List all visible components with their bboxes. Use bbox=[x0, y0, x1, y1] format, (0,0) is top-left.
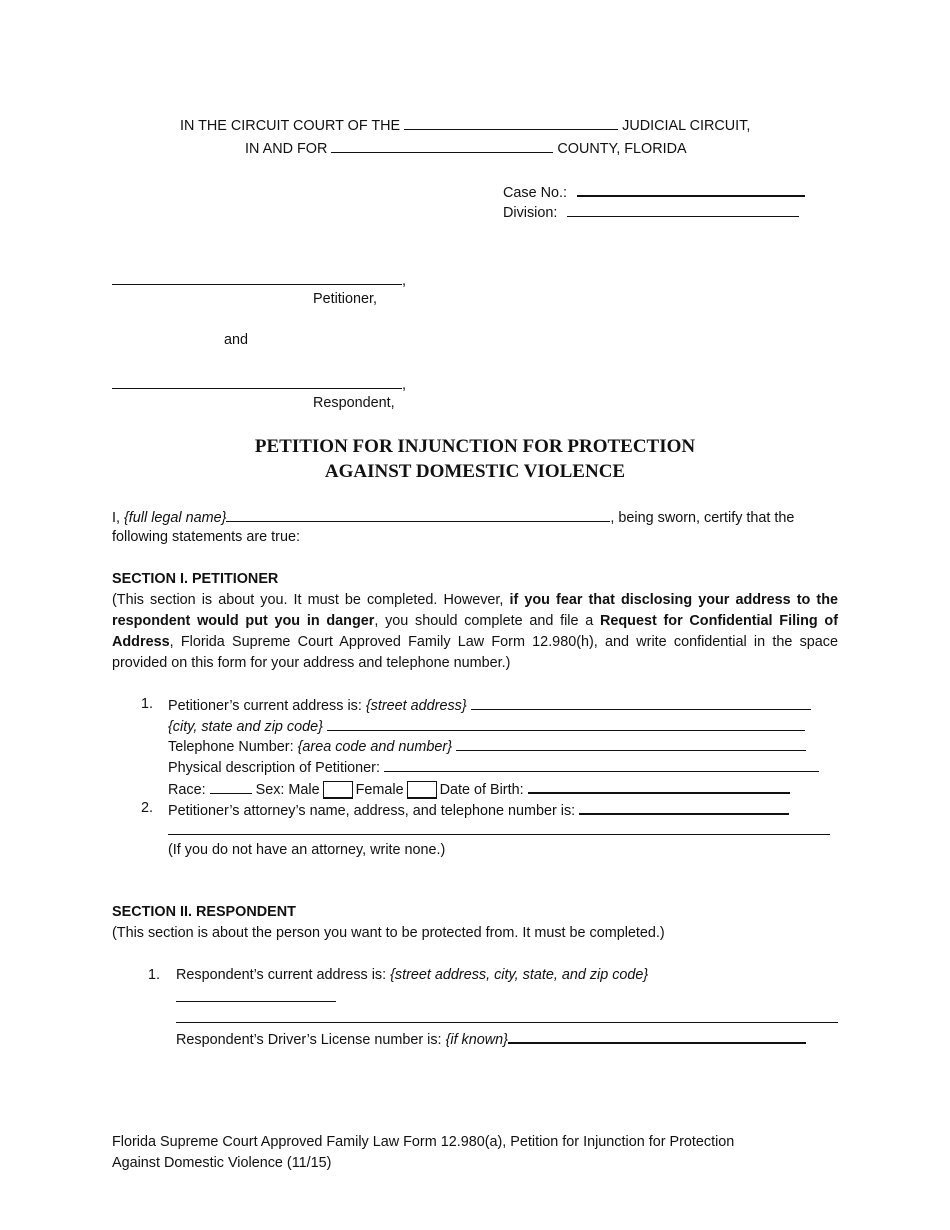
footer-line-1: Florida Supreme Court Approved Family Law Form 12.980(a), Petition for Injunction for Protection bbox=[112, 1134, 735, 1150]
area-code-hint: {area code and number} bbox=[297, 739, 453, 755]
attorney-note: (If you do not have an attorney, write none.) bbox=[168, 842, 446, 858]
s1-item-2-number: 2. bbox=[141, 800, 154, 816]
s2-license-row bbox=[176, 1027, 806, 1050]
city-state-zip-hint: {city, state and zip code} bbox=[168, 719, 323, 735]
female-checkbox[interactable] bbox=[407, 781, 437, 799]
petitioner-label: Petitioner, bbox=[313, 291, 377, 307]
intro-suffix: , being sworn, certify that the bbox=[610, 510, 795, 526]
section-1-heading bbox=[112, 569, 278, 589]
s1-text-4: Request for Confidential Filing of Address bbox=[112, 613, 838, 650]
date-of-birth-label: Date of Birth: bbox=[439, 782, 524, 798]
s1-race-row bbox=[168, 777, 790, 800]
sex-male-label: Sex: Male bbox=[255, 782, 320, 798]
section-2-heading bbox=[112, 902, 296, 922]
division-label: Division: bbox=[503, 205, 558, 221]
full-legal-name-field[interactable] bbox=[226, 506, 610, 522]
court-line-1-start: IN THE CIRCUIT COURT OF THE bbox=[180, 118, 401, 134]
female-label: Female bbox=[355, 782, 404, 798]
and-label: and bbox=[224, 332, 249, 348]
petitioner-street-field[interactable] bbox=[471, 694, 811, 710]
respondent-name-row: , bbox=[112, 373, 406, 395]
drivers-license-label: Respondent’s Driver’s License number is: bbox=[176, 1032, 446, 1048]
s1-text-2: if you fear that disclosing your address to the respondent would put you in danger bbox=[112, 592, 838, 629]
race-field[interactable] bbox=[210, 778, 252, 794]
intro-prefix: I, bbox=[112, 510, 124, 526]
s2-address-line-1 bbox=[176, 986, 336, 1008]
s1-physical-row bbox=[168, 756, 819, 778]
respondent-address-label: Respondent’s current address is: bbox=[176, 967, 391, 983]
section-2-intro: (This section is about the person you want to be protected from. It must be completed.) bbox=[112, 925, 665, 941]
s1-phone-row bbox=[168, 735, 806, 757]
form-title-line-1: PETITION FOR INJUNCTION FOR PROTECTION bbox=[254, 436, 696, 457]
race-label: Race: bbox=[168, 782, 206, 798]
court-line-2-start: IN AND FOR bbox=[245, 141, 328, 157]
physical-description-label: Physical description of Petitioner: bbox=[168, 760, 380, 776]
division-row bbox=[503, 201, 799, 223]
case-no-row bbox=[503, 180, 805, 203]
s1-item-1-number: 1. bbox=[141, 696, 154, 712]
attorney-field-1[interactable] bbox=[579, 798, 789, 815]
court-line-2 bbox=[245, 137, 687, 159]
physical-description-field[interactable] bbox=[384, 756, 819, 772]
attorney-label: Petitioner’s attorney’s name, address, and telephone number is: bbox=[168, 803, 576, 819]
s1-city-row bbox=[168, 715, 805, 737]
petitioner-name-row: , bbox=[112, 269, 406, 291]
full-legal-name-hint: {full legal name} bbox=[124, 510, 227, 526]
attorney-field-2[interactable] bbox=[168, 819, 830, 835]
petitioner-phone-field[interactable] bbox=[456, 735, 806, 751]
respondent-name-field[interactable] bbox=[112, 373, 402, 389]
county-field[interactable] bbox=[331, 137, 553, 153]
division-field[interactable] bbox=[567, 201, 799, 217]
intro-line-1 bbox=[112, 506, 794, 528]
form-title-line-2: AGAINST DOMESTIC VIOLENCE bbox=[324, 461, 626, 482]
s2-item-1-row bbox=[176, 965, 648, 985]
case-no-label: Case No.: bbox=[503, 185, 567, 201]
respondent-address-hint: {street address, city, state, and zip code} bbox=[390, 967, 649, 983]
respondent-label: Respondent, bbox=[313, 395, 395, 411]
s1-text-3: , you should complete and file a bbox=[374, 613, 600, 629]
s1-text-1: (This section is about you. It must be completed. However, bbox=[112, 592, 510, 608]
intro-line-2: following statements are true: bbox=[112, 529, 300, 545]
judicial-circuit-field[interactable] bbox=[404, 114, 618, 130]
section-1-heading-text: SECTION I. PETITIONER bbox=[112, 571, 279, 587]
if-known-hint: {if known} bbox=[445, 1032, 508, 1048]
telephone-label: Telephone Number: bbox=[168, 739, 298, 755]
street-address-hint: {street address} bbox=[365, 698, 467, 714]
respondent-address-field-1[interactable] bbox=[176, 986, 336, 1002]
section-2-heading-text: SECTION II. RESPONDENT bbox=[112, 904, 296, 920]
s1-attorney-line-2 bbox=[168, 819, 830, 841]
s1-item-1-row bbox=[168, 694, 811, 716]
case-no-field[interactable] bbox=[577, 180, 805, 197]
court-line-1 bbox=[180, 114, 750, 136]
respondent-address-field-2[interactable] bbox=[176, 1007, 838, 1023]
date-of-birth-field[interactable] bbox=[528, 777, 790, 794]
male-checkbox[interactable] bbox=[323, 781, 353, 799]
court-line-2-end: COUNTY, FLORIDA bbox=[557, 141, 687, 157]
court-line-1-end: JUDICIAL CIRCUIT, bbox=[622, 118, 751, 134]
footer-line-2: Against Domestic Violence (11/15) bbox=[112, 1155, 332, 1171]
s2-item-1-number: 1. bbox=[148, 967, 161, 983]
s1-item-2-row bbox=[168, 798, 789, 821]
s1-text-5: , Florida Supreme Court Approved Family Law Form 12.980(h), and write confidential in the space provided on this form for your address and telephone number.) bbox=[112, 634, 838, 671]
section-1-instructions bbox=[112, 590, 838, 674]
petitioner-city-field[interactable] bbox=[327, 715, 805, 731]
s2-address-line-2 bbox=[176, 1007, 838, 1029]
drivers-license-field[interactable] bbox=[508, 1027, 806, 1044]
petitioner-name-field[interactable] bbox=[112, 269, 402, 285]
petitioner-address-label: Petitioner’s current address is: bbox=[168, 698, 366, 714]
